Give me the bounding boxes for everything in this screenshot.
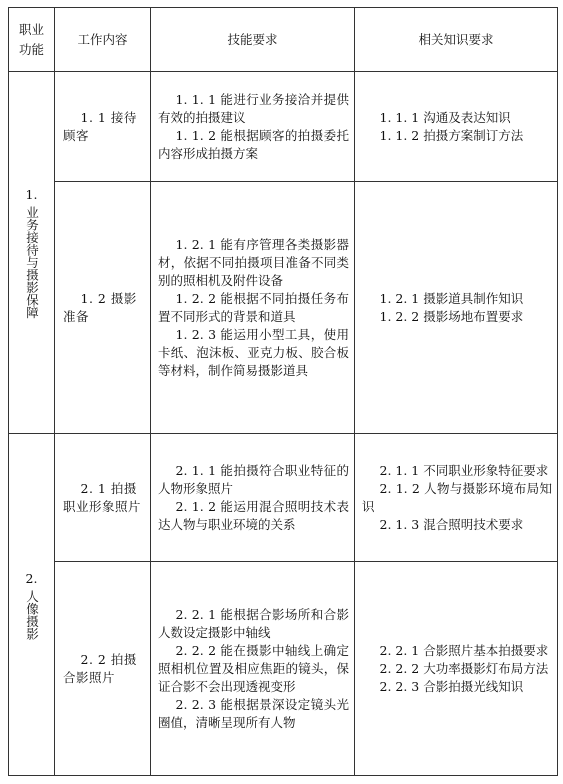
skill-item: 1. 2. 1 能有序管理各类摄影器材，依据不同拍摄项目准备不同类别的照相机及附件设备 [158, 236, 349, 288]
function-title: 人像摄影 [24, 589, 40, 640]
knowledge-item: 2. 2. 1 合影照片基本拍摄要求 [379, 642, 549, 658]
skill-item: 1. 1. 2 能根据顾客的拍摄委托内容形成拍摄方案 [158, 127, 349, 161]
knowledge-item: 2. 2. 2 大功率摄影灯布局方法 [379, 660, 549, 676]
header-skills: 技能要求 [151, 8, 355, 72]
knowledge-item: 2. 1. 3 混合照明技术要求 [379, 516, 524, 532]
skill-item: 1. 1. 1 能进行业务接洽并提供有效的拍摄建议 [158, 91, 349, 125]
knowledge-item: 2. 1. 2 人物与摄影环境布局知识 [362, 480, 552, 514]
work-cell: 2. 2 拍摄合影照片 [55, 562, 151, 776]
knowledge-cell [355, 434, 558, 562]
knowledge-cell [355, 182, 558, 434]
knowledge-cell [355, 562, 558, 776]
skills-cell [151, 72, 355, 182]
skill-requirements-table [8, 7, 558, 776]
skills-cell [151, 182, 355, 434]
skills-cell [151, 434, 355, 562]
function-title: 业务接待与摄影保障 [24, 206, 40, 319]
table-row [9, 182, 558, 434]
function-cell-1 [9, 72, 55, 434]
work-cell: 1. 1 接待顾客 [55, 72, 151, 182]
skill-item: 2. 2. 2 能在摄影中轴线上确定照相机位置及相应焦距的镜头，保证合影不会出现透视变形 [158, 642, 349, 694]
header-knowledge: 相关知识要求 [355, 8, 558, 72]
knowledge-item: 1. 2. 2 摄影场地布置要求 [379, 308, 524, 324]
function-number: 1. [25, 187, 38, 203]
table-row [9, 434, 558, 562]
knowledge-item: 1. 1. 1 沟通及表达知识 [379, 109, 511, 125]
table-row [9, 562, 558, 776]
knowledge-cell [355, 72, 558, 182]
skill-item: 1. 2. 3 能运用小型工具，使用卡纸、泡沫板、亚克力板、胶合板等材料，制作简易摄影道具 [158, 326, 349, 378]
skill-item: 1. 2. 2 能根据不同拍摄任务布置不同形式的背景和道具 [158, 290, 349, 324]
work-cell: 2. 1 拍摄职业形象照片 [55, 434, 151, 562]
skill-item: 2. 2. 1 能根据合影场所和合影人数设定摄影中轴线 [158, 606, 349, 640]
skill-item: 2. 2. 3 能根据景深设定镜头光圈值，清晰呈现所有人物 [158, 696, 349, 730]
knowledge-item: 1. 1. 2 拍摄方案制订方法 [379, 127, 524, 143]
skill-item: 2. 1. 1 能拍摄符合职业特征的人物形象照片 [158, 462, 349, 496]
knowledge-item: 1. 2. 1 摄影道具制作知识 [379, 290, 524, 306]
knowledge-item: 2. 1. 1 不同职业形象特征要求 [379, 462, 549, 478]
header-row [9, 8, 558, 72]
header-work: 工作内容 [55, 8, 151, 72]
knowledge-item: 2. 2. 3 合影拍摄光线知识 [379, 678, 524, 694]
header-function: 职业功能 [9, 8, 55, 72]
skill-item: 2. 1. 2 能运用混合照明技术表达人物与职业环境的关系 [158, 498, 349, 532]
work-cell: 1. 2 摄影准备 [55, 182, 151, 434]
skills-cell [151, 562, 355, 776]
function-cell-2 [9, 434, 55, 776]
table-row [9, 72, 558, 182]
function-number: 2. [25, 570, 38, 586]
